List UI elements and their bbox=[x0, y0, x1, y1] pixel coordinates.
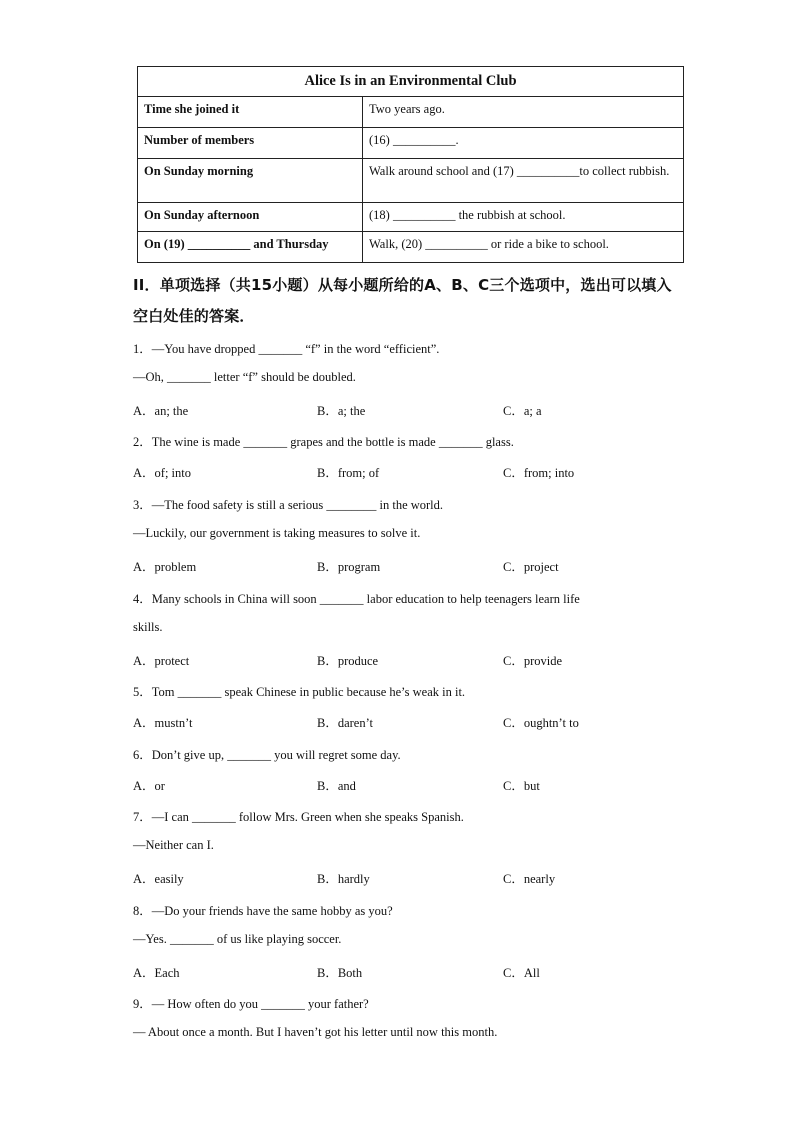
question-4-stem-cont: skills. bbox=[133, 620, 163, 634]
question-3-option-a[interactable]: A．problem bbox=[133, 560, 197, 574]
question-4-option-a[interactable]: A．protect bbox=[133, 654, 190, 668]
row-value: Two years ago. bbox=[363, 97, 684, 128]
question-7-stem: 7．—I can _______ follow Mrs. Green when she speaks Spanish. bbox=[133, 810, 464, 824]
question-6-option-a[interactable]: A．or bbox=[133, 779, 165, 793]
club-info-table bbox=[137, 66, 684, 263]
question-5-option-c[interactable]: C．oughtn’t to bbox=[503, 716, 579, 730]
question-8-option-a[interactable]: A．Each bbox=[133, 966, 180, 980]
question-8-reply: —Yes. _______ of us like playing soccer. bbox=[133, 932, 342, 946]
question-3-option-b[interactable]: B．program bbox=[317, 560, 381, 574]
row-key: On (19) __________ and Thursday bbox=[138, 232, 363, 263]
row-value: (18) __________ the rubbish at school. bbox=[363, 203, 684, 232]
row-value: Walk, (20) __________ or ride a bike to school. bbox=[363, 232, 684, 263]
question-6-stem: 6．Don’t give up, _______ you will regret some day. bbox=[133, 748, 401, 762]
question-1-option-c[interactable]: C．a; a bbox=[503, 404, 542, 418]
question-2-option-b[interactable]: B．from; of bbox=[317, 466, 380, 480]
question-9-reply: — About once a month. But I haven’t got his letter until now this month. bbox=[133, 1025, 498, 1039]
question-3-reply: —Luckily, our government is taking measures to solve it. bbox=[133, 526, 421, 540]
question-4-stem: 4．Many schools in China will soon _______ labor education to help teenagers learn life bbox=[133, 592, 580, 606]
question-1-option-b[interactable]: B．a; the bbox=[317, 404, 366, 418]
question-6-option-c[interactable]: C．but bbox=[503, 779, 540, 793]
table-row bbox=[138, 97, 684, 128]
question-1-option-a[interactable]: A．an; the bbox=[133, 404, 189, 418]
row-value: (16) __________. bbox=[363, 128, 684, 159]
question-3-stem: 3．—The food safety is still a serious ________ in the world. bbox=[133, 498, 444, 512]
question-2-stem: 2．The wine is made _______ grapes and the bottle is made _______ glass. bbox=[133, 435, 514, 449]
question-7-option-a[interactable]: A．easily bbox=[133, 872, 184, 886]
row-key: On Sunday morning bbox=[138, 159, 363, 203]
question-2-option-c[interactable]: C．from; into bbox=[503, 466, 575, 480]
table-row bbox=[138, 203, 684, 232]
question-1-stem: 1．—You have dropped _______ “f” in the word “efficient”. bbox=[133, 342, 440, 356]
row-value: Walk around school and (17) __________to collect rubbish. bbox=[363, 159, 684, 203]
question-5-option-b[interactable]: B．daren’t bbox=[317, 716, 374, 730]
table-row bbox=[138, 159, 684, 203]
question-7-option-c[interactable]: C．nearly bbox=[503, 872, 556, 886]
question-8-option-c[interactable]: C．All bbox=[503, 966, 540, 980]
question-5-stem: 5．Tom _______ speak Chinese in public because he’s weak in it. bbox=[133, 685, 466, 699]
question-8-stem: 8．—Do your friends have the same hobby as you? bbox=[133, 904, 393, 918]
question-7-reply: —Neither can I. bbox=[133, 838, 214, 852]
row-key: On Sunday afternoon bbox=[138, 203, 363, 232]
question-4-option-c[interactable]: C．provide bbox=[503, 654, 563, 668]
table-row bbox=[138, 232, 684, 263]
question-9-stem: 9．— How often do you _______ your father? bbox=[133, 997, 369, 1011]
section-heading: II．单项选择（共15小题）从每小题所给的A、B、C三个选项中，选出可以填入空白处佳的答案． bbox=[133, 276, 672, 325]
question-7-option-b[interactable]: B．hardly bbox=[317, 872, 370, 886]
row-key: Time she joined it bbox=[138, 97, 363, 128]
question-4-option-b[interactable]: B．produce bbox=[317, 654, 379, 668]
row-key: Number of members bbox=[138, 128, 363, 159]
table-row bbox=[138, 128, 684, 159]
question-1-reply: —Oh, _______ letter “f” should be doubled. bbox=[133, 370, 356, 384]
question-2-option-a[interactable]: A．of; into bbox=[133, 466, 191, 480]
question-8-option-b[interactable]: B．Both bbox=[317, 966, 363, 980]
question-5-option-a[interactable]: A．mustn’t bbox=[133, 716, 193, 730]
question-6-option-b[interactable]: B．and bbox=[317, 779, 356, 793]
table-title: Alice Is in an Environmental Club bbox=[138, 67, 684, 97]
question-3-option-c[interactable]: C．project bbox=[503, 560, 559, 574]
